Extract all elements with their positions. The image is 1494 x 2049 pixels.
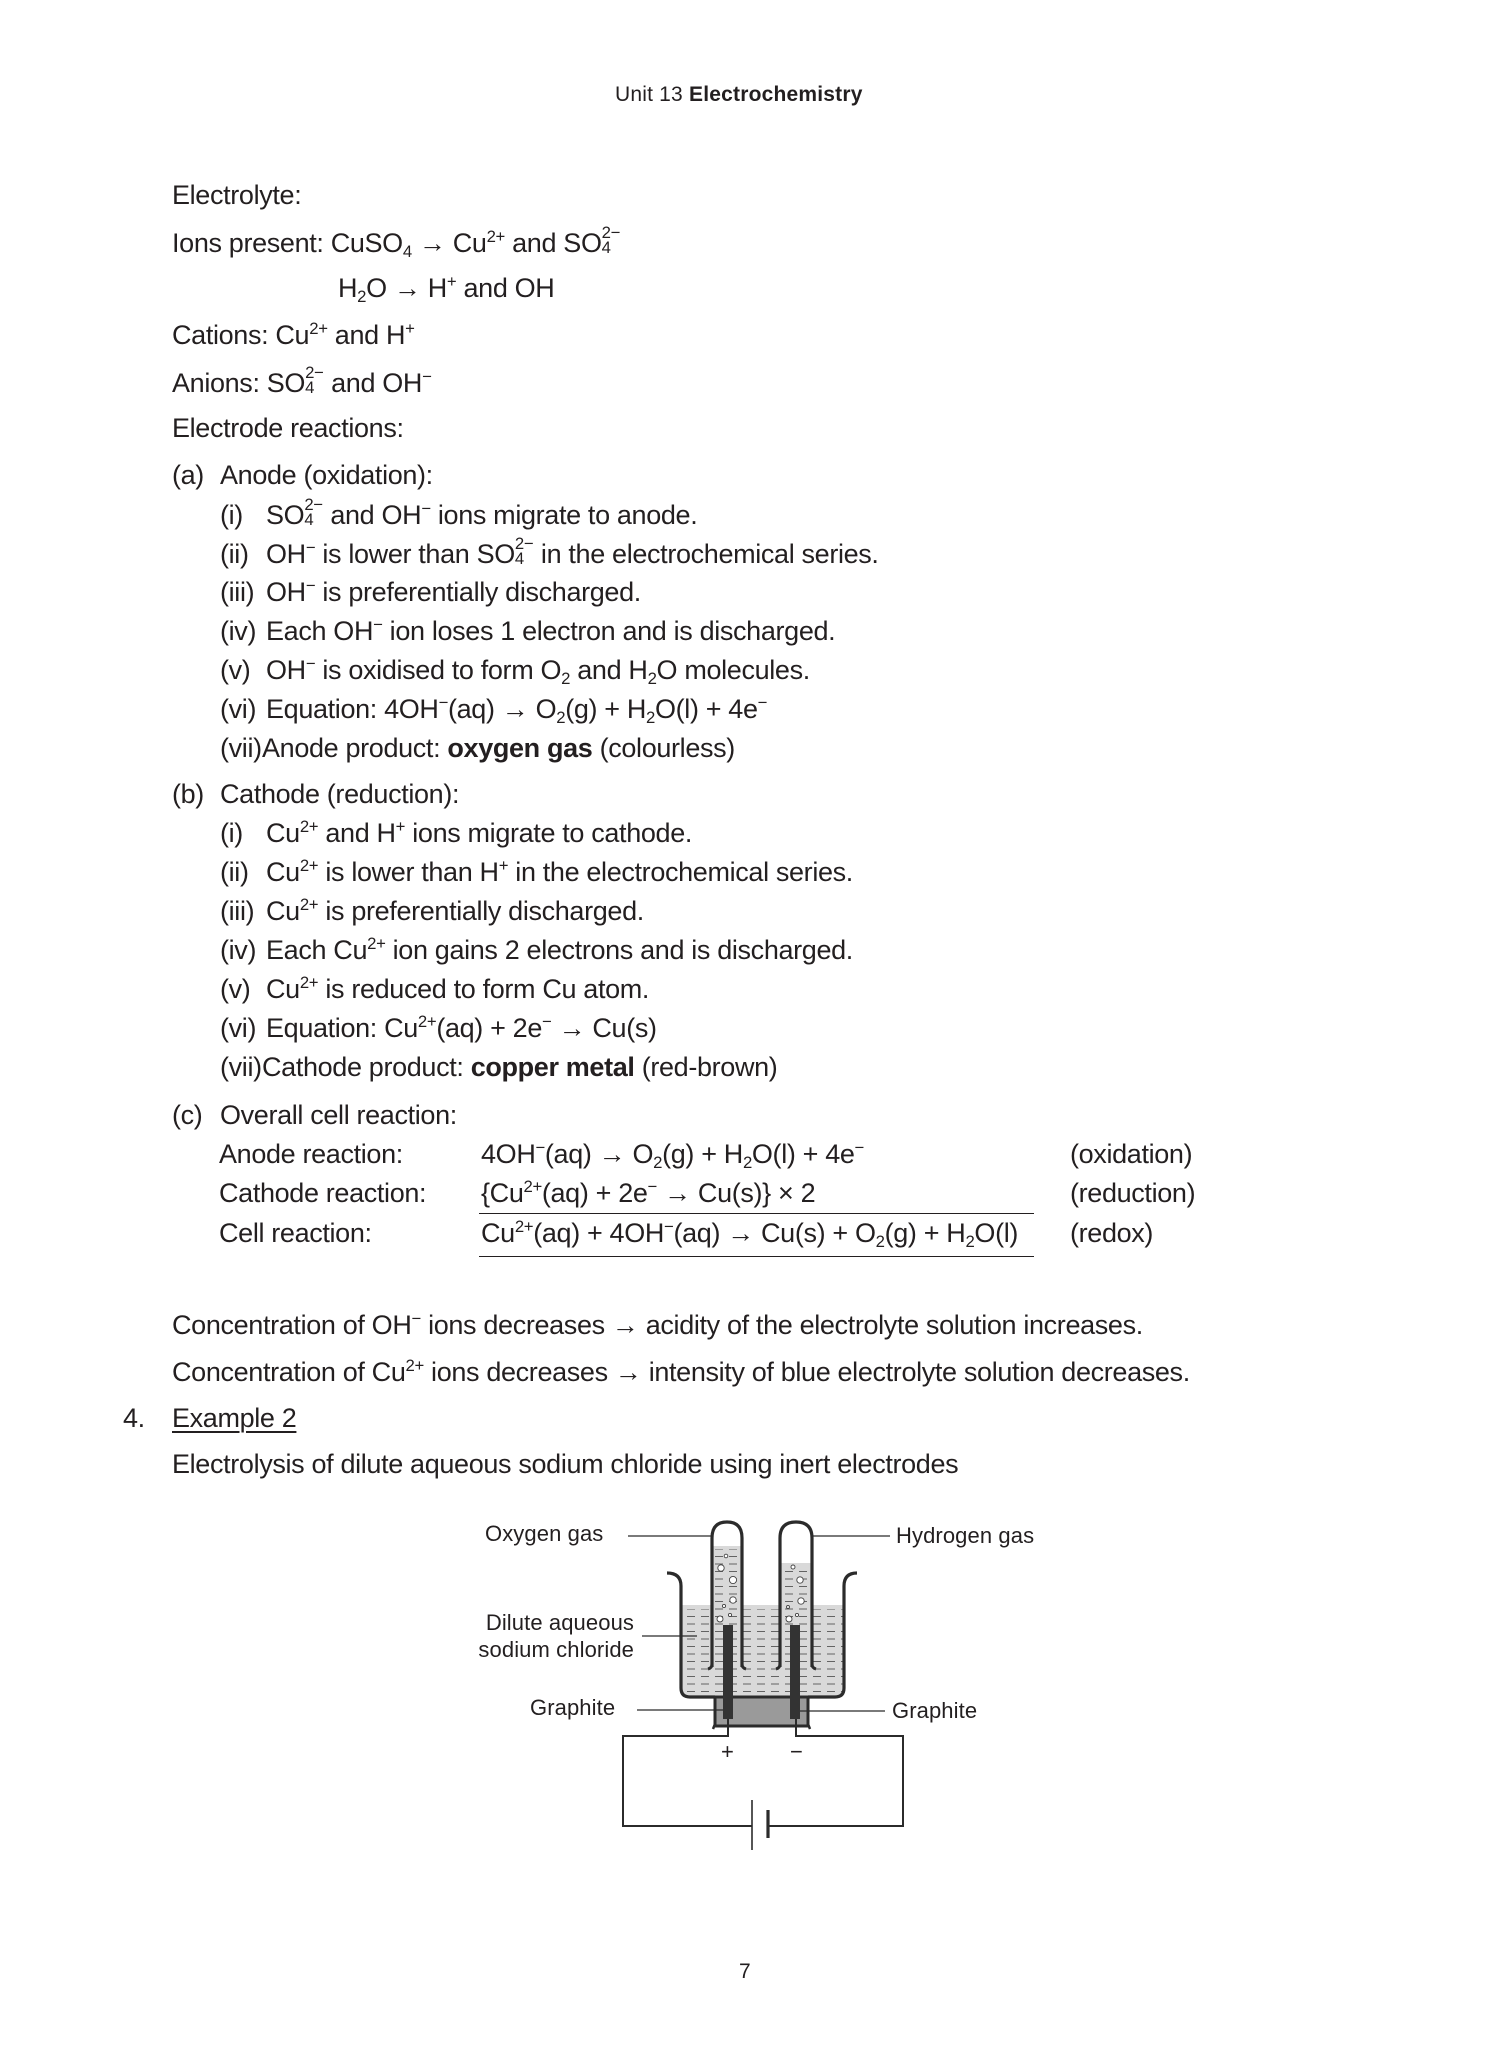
- text-run: Each OH: [266, 616, 374, 646]
- charge: −: [305, 653, 316, 673]
- text-run: Cu: [266, 974, 300, 1004]
- text-run: is oxidised to form O: [315, 655, 562, 685]
- text-run: Cu: [481, 1218, 515, 1248]
- text-run: ion gains 2 electrons and is discharged.: [385, 935, 853, 965]
- charge: −: [422, 366, 432, 386]
- page-number: 7: [739, 1960, 751, 1983]
- charge: −: [757, 692, 768, 712]
- electrolyte-heading: Electrolyte:: [172, 180, 302, 210]
- reaction-type: (redox): [1070, 1218, 1154, 1248]
- text-run: (g) + H: [884, 1218, 966, 1248]
- text-run: ion loses 1 electron and is discharged.: [382, 616, 836, 646]
- text-run: {Cu: [481, 1178, 524, 1208]
- charge: 2+: [299, 855, 319, 875]
- cathode-title: Cathode (reduction):: [220, 779, 460, 809]
- charge: +: [446, 271, 457, 291]
- overall-marker: (c): [172, 1100, 203, 1130]
- step-number: (iii): [220, 577, 255, 607]
- bubble: [795, 1613, 798, 1616]
- text-run: (aq) + 4OH: [533, 1218, 665, 1248]
- conjunction: and: [512, 228, 557, 258]
- subscript: 2: [561, 669, 571, 689]
- electrode-reactions-heading: Electrode reactions:: [172, 413, 404, 443]
- anode-marker: (a): [172, 460, 204, 490]
- text-run: Cathode product:: [262, 1052, 471, 1082]
- subscript: 2: [647, 669, 657, 689]
- text-run: O(l) + 4e: [655, 694, 758, 724]
- reaction-type: (reduction): [1070, 1178, 1196, 1208]
- conjunction: and: [334, 320, 379, 350]
- subscript: 4: [402, 242, 412, 262]
- ion-so4: SO: [563, 228, 602, 258]
- charge: +: [405, 318, 415, 338]
- text-run: Cu: [266, 896, 300, 926]
- text-run: and OH: [323, 500, 422, 530]
- bubble: [730, 1597, 736, 1603]
- charge: 2+: [523, 1176, 542, 1196]
- reaction-type: (oxidation): [1070, 1139, 1193, 1169]
- cathode-marker: (b): [172, 779, 204, 809]
- step-number: (vii): [220, 733, 262, 763]
- text-run: (aq) + 2e: [436, 1013, 542, 1043]
- example-title: Example 2: [172, 1403, 297, 1433]
- hydrogen-gas-label: Hydrogen gas: [896, 1523, 1035, 1548]
- text-run: Equation: 4OH: [266, 694, 439, 724]
- positive-terminal-label: +: [721, 1739, 734, 1764]
- charge: 2+: [514, 1216, 534, 1236]
- example-number: 4.: [123, 1403, 145, 1433]
- reaction-label: Anode reaction:: [219, 1139, 403, 1169]
- step-number: (iv): [220, 616, 257, 646]
- bubble: [718, 1565, 724, 1571]
- header-title: Electrochemistry: [689, 83, 863, 106]
- text-run: O(l) + 4e: [751, 1139, 855, 1169]
- subscript: 2: [556, 708, 566, 728]
- subscript: 4: [304, 509, 314, 529]
- charge: 2+: [299, 894, 319, 914]
- charge: −: [647, 1176, 657, 1196]
- formula-o: O: [366, 273, 387, 303]
- text-run: O(l): [974, 1218, 1019, 1248]
- formula-cuso4: CuSO: [330, 228, 403, 258]
- step-number: (vi): [220, 694, 257, 724]
- charge: −: [854, 1137, 864, 1157]
- charge: 2+: [486, 226, 505, 246]
- text-run: and H: [318, 818, 396, 848]
- text-run: (aq) → O: [448, 694, 557, 724]
- bubble: [724, 1554, 728, 1558]
- text-run: (aq) → O: [544, 1139, 654, 1169]
- text-run: (aq) + 2e: [541, 1178, 648, 1208]
- bubble: [717, 1616, 723, 1622]
- text-run: OH: [266, 577, 306, 607]
- text-run: Each Cu: [266, 935, 368, 965]
- text-run: SO: [266, 500, 305, 530]
- charge: −: [305, 537, 316, 557]
- circuit-wire: [623, 1719, 903, 1826]
- text-run: Concentration of OH: [172, 1310, 412, 1340]
- text-run: OH: [266, 539, 306, 569]
- electrolyte-label-line-1: Dilute aqueous: [485, 1610, 634, 1635]
- negative-terminal-label: −: [790, 1739, 803, 1764]
- bubble: [797, 1577, 803, 1583]
- reaction-label: Cathode reaction:: [219, 1178, 427, 1208]
- bubble: [728, 1613, 731, 1616]
- text-run: (g) + H: [565, 694, 647, 724]
- step-number: (i): [220, 818, 243, 848]
- step-number: (vii): [220, 1052, 262, 1082]
- subscript: 2: [653, 1153, 663, 1173]
- step-number: (i): [220, 500, 243, 530]
- text-run: (g) + H: [662, 1139, 743, 1169]
- charge: +: [498, 855, 509, 875]
- subscript: 2: [646, 708, 655, 728]
- step-number: (iv): [220, 935, 257, 965]
- oxygen-gas-label: Oxygen gas: [485, 1521, 604, 1546]
- electrolyte-label: [440, 1609, 634, 1663]
- charge: −: [305, 575, 316, 595]
- charge: 2−: [514, 533, 534, 553]
- ion-cu: Cu: [452, 228, 487, 258]
- anode-title: Anode (oxidation):: [220, 460, 433, 490]
- text-run: ions decreases → acidity of the electrolyte solution increases.: [420, 1310, 1143, 1340]
- text-run: is preferentially discharged.: [315, 577, 641, 607]
- ion-h: H: [385, 320, 406, 350]
- anions-label: Anions:: [172, 368, 260, 398]
- example-description: Electrolysis of dilute aqueous sodium chloride using inert electrodes: [172, 1449, 959, 1479]
- charge: +: [395, 816, 406, 836]
- step-number: (vi): [220, 1013, 257, 1043]
- graphite-right-label: Graphite: [892, 1698, 978, 1723]
- charge: −: [411, 1308, 421, 1328]
- text-run: OH: [266, 655, 306, 685]
- text-run: (red-brown): [634, 1052, 778, 1082]
- charge: 2+: [299, 972, 319, 992]
- charge: −: [535, 1137, 545, 1157]
- text-run: is reduced to form Cu atom.: [318, 974, 650, 1004]
- charge: −: [373, 614, 383, 634]
- text-run: is lower than H: [318, 857, 499, 887]
- subscript: 4: [601, 237, 611, 257]
- charge: 2+: [405, 1355, 424, 1375]
- subscript: 4: [514, 548, 524, 568]
- charge: 2+: [367, 933, 386, 953]
- product-name: oxygen gas: [447, 733, 593, 763]
- text-run: ions migrate to anode.: [430, 500, 698, 530]
- ion-cu: Cu: [275, 320, 310, 350]
- arrow: →: [418, 228, 446, 258]
- subscript: 4: [305, 377, 315, 397]
- ion-oh: OH: [382, 368, 423, 398]
- formula-h: H: [338, 273, 358, 303]
- text-run: ions migrate to cathode.: [405, 818, 693, 848]
- reaction-label: Cell reaction:: [219, 1218, 372, 1248]
- charge: −: [421, 498, 431, 518]
- arrow: →: [393, 273, 421, 303]
- text-run: ions decreases → intensity of blue electrolyte solution decreases.: [423, 1357, 1190, 1387]
- cell-base-foot-right: [808, 1724, 810, 1729]
- anode-graphite-electrode: [723, 1625, 733, 1719]
- conjunction: and: [331, 368, 376, 398]
- conjunction: and: [463, 273, 508, 303]
- text-run: → Cu(s)} × 2: [656, 1178, 816, 1208]
- subscript: 2: [965, 1232, 975, 1252]
- text-run: (aq) → Cu(s) + O: [673, 1218, 876, 1248]
- header-unit: Unit 13: [615, 83, 683, 106]
- charge: 2+: [417, 1011, 437, 1031]
- text-run: is preferentially discharged.: [318, 896, 644, 926]
- charge: 2−: [305, 362, 324, 382]
- text-run: in the electrochemical series.: [508, 857, 853, 887]
- text-run: and H: [570, 655, 648, 685]
- electrolyte-liquid-dashes: [681, 1609, 844, 1697]
- subscript: 2: [875, 1232, 885, 1252]
- ions-present-label: Ions present:: [172, 228, 324, 258]
- text-run: in the electrochemical series.: [533, 539, 879, 569]
- subscript: 2: [357, 287, 367, 307]
- ion-oh: OH: [514, 273, 555, 303]
- text-run: (colourless): [592, 733, 735, 763]
- text-run: 4OH: [481, 1139, 536, 1169]
- electrolyte-label-line-2: sodium chloride: [478, 1637, 634, 1662]
- text-run: Cu: [266, 818, 300, 848]
- charge: 2−: [304, 494, 323, 514]
- step-number: (iii): [220, 896, 255, 926]
- text-run: Cu: [266, 857, 300, 887]
- subscript: 2: [742, 1153, 752, 1173]
- step-number: (v): [220, 974, 251, 1004]
- overall-title: Overall cell reaction:: [220, 1100, 457, 1130]
- graphite-left-label: Graphite: [530, 1695, 616, 1720]
- charge: −: [664, 1216, 674, 1236]
- cathode-graphite-electrode: [790, 1625, 800, 1719]
- text-run: Anode product:: [262, 733, 448, 763]
- charge: 2−: [601, 222, 620, 242]
- ion-h: H: [427, 273, 447, 303]
- cell-base-foot-left: [713, 1724, 715, 1729]
- text-run: → Cu(s): [551, 1013, 657, 1043]
- step-number: (ii): [220, 857, 249, 887]
- bubble: [798, 1598, 804, 1604]
- text-run: Concentration of Cu: [172, 1357, 406, 1387]
- charge: −: [438, 692, 448, 712]
- bubble: [787, 1606, 790, 1609]
- text-run: Equation: Cu: [266, 1013, 418, 1043]
- bubble: [729, 1576, 736, 1583]
- charge: 2+: [309, 318, 328, 338]
- bubble: [786, 1616, 792, 1622]
- cations-label: Cations:: [172, 320, 269, 350]
- step-number: (v): [220, 655, 251, 685]
- step-number: (ii): [220, 539, 249, 569]
- bubble: [722, 1604, 725, 1607]
- product-name: copper metal: [470, 1052, 635, 1082]
- text-run: O molecules.: [656, 655, 810, 685]
- ion-so4: SO: [266, 368, 306, 398]
- charge: 2+: [299, 816, 319, 836]
- text-run: is lower than SO: [315, 539, 515, 569]
- bubble: [791, 1565, 795, 1569]
- charge: −: [541, 1011, 552, 1031]
